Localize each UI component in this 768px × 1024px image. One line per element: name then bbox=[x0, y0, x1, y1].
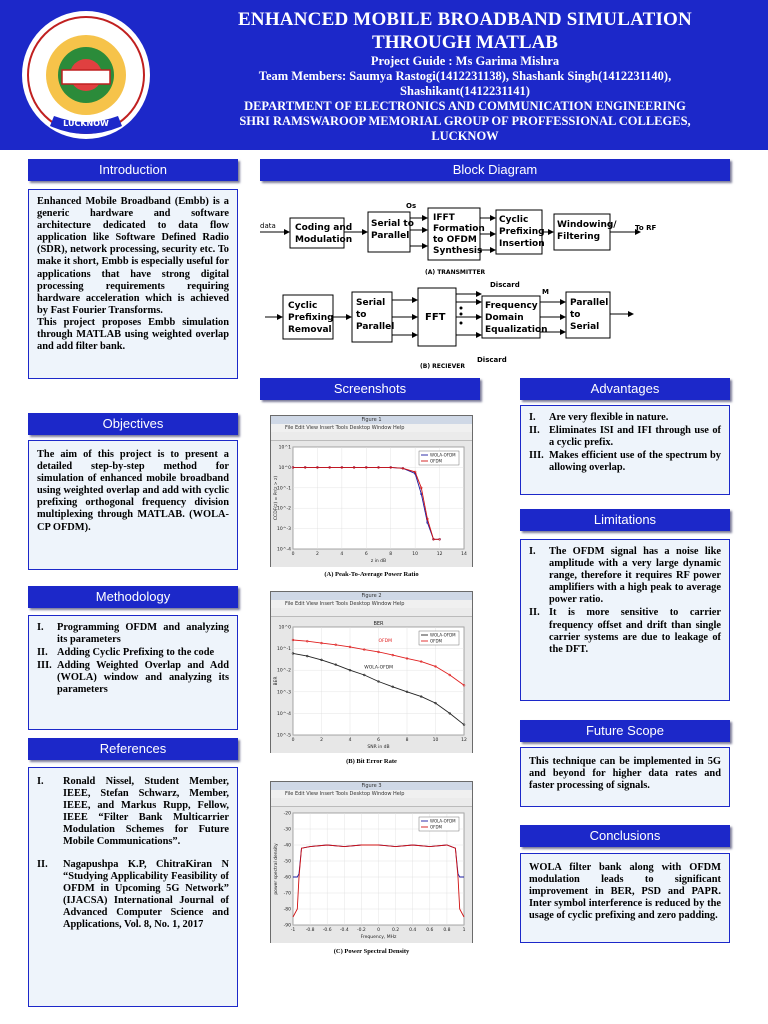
psd-chart bbox=[271, 807, 472, 943]
svg-text:to: to bbox=[570, 310, 581, 320]
y-tick-label: -50 bbox=[283, 859, 291, 865]
methodology-box bbox=[28, 615, 238, 730]
poster-title-line2: THROUGH MATLAB bbox=[372, 32, 558, 53]
x-tick-label: 4 bbox=[340, 552, 344, 557]
svg-text:Removal: Removal bbox=[288, 325, 332, 335]
y-tick-label: 10^-2 bbox=[277, 506, 291, 512]
chart-title: BER bbox=[373, 621, 384, 627]
y-tick-label: 10^1 bbox=[278, 445, 291, 451]
svg-text:Synthesis: Synthesis bbox=[433, 246, 483, 256]
svg-text:Serial: Serial bbox=[356, 298, 386, 308]
advantage-item: III. Makes efficient use of the spectrum by allowing overlap. bbox=[529, 450, 721, 474]
figure-1-toolbar bbox=[271, 432, 472, 441]
rx-discard-top: Discard bbox=[490, 281, 520, 289]
x-tick-label: 14 bbox=[461, 552, 467, 557]
limitations-box bbox=[520, 539, 730, 701]
figure-1-menubar: File Edit View Insert Tools Desktop Window Help bbox=[271, 424, 472, 432]
college-line2: LUCKNOW bbox=[431, 129, 499, 143]
svg-text:Prefixing: Prefixing bbox=[499, 227, 545, 237]
advantages-heading: Advantages bbox=[520, 378, 730, 400]
y-tick-label: 10^-1 bbox=[277, 647, 291, 653]
legend-label: OFDM bbox=[430, 824, 442, 830]
x-tick-label: -0.4 bbox=[339, 928, 349, 933]
svg-text:Windowing/: Windowing/ bbox=[557, 220, 617, 230]
introduction-paragraph-2: This project proposes Embb simulation through MATLAB using weighted overlap and add filter bank. bbox=[37, 316, 229, 353]
logo-lucknow-text: LUCKNOW bbox=[63, 119, 109, 128]
y-tick-label: -60 bbox=[283, 875, 291, 881]
y-tick-label: -70 bbox=[283, 891, 291, 897]
objectives-heading: Objectives bbox=[28, 413, 238, 435]
svg-text:Cyclic: Cyclic bbox=[499, 215, 529, 225]
methodology-item: III. Adding Weighted Overlap and Add (WOLA) window and analyzing its parameters bbox=[37, 660, 229, 696]
legend-label: WOLA-OFDM bbox=[430, 452, 456, 458]
figure-2-caption: (B) Bit Error Rate bbox=[346, 758, 397, 765]
x-tick-label: -1 bbox=[290, 928, 296, 933]
conclusions-heading: Conclusions bbox=[520, 825, 730, 847]
poster-header bbox=[0, 0, 768, 150]
rx-m-label: M bbox=[542, 288, 549, 296]
advantages-list bbox=[529, 412, 721, 474]
y-tick-label: -90 bbox=[283, 923, 291, 929]
series-annotation: OFDM bbox=[378, 639, 392, 645]
y-tick-label: 10^0 bbox=[278, 465, 291, 471]
figure-1-titlebar: Figure 1 bbox=[271, 416, 472, 424]
figure-window-1 bbox=[270, 415, 473, 567]
svg-text:Domain: Domain bbox=[485, 313, 524, 323]
reference-item: I. Ronald Nissel, Student Member, IEEE, Stefan Schwarz, Member, IEEE, and Markus Rupp, Fellow, IEEE “Filter Bank Multicarrier Modulation Schemes for Future Mobile Communications”. bbox=[37, 776, 229, 848]
introduction-paragraph-1: Enhanced Mobile Broadband (Embb) is a generic hardware and software architecture dedicated to data flow application like Software Defined Radio (SDR), network processing, security etc. To make it short, Embb is especially useful for applications that have strong digital processing requirements requiring hardware acceleration which is achieved by Fast Fourier Transforms. bbox=[37, 196, 229, 316]
y-tick-label: 10^-3 bbox=[277, 690, 291, 696]
figure-1-caption: (A) Peak-To-Average Power Ratio bbox=[324, 571, 419, 578]
x-axis-label: Frequency, MHz bbox=[360, 935, 397, 940]
y-tick-label: 10^-1 bbox=[277, 486, 291, 492]
future-scope-box bbox=[520, 747, 730, 807]
department: DEPARTMENT OF ELECTRONICS AND COMMUNICATION ENGINEERING bbox=[244, 99, 686, 113]
svg-text:Cyclic: Cyclic bbox=[288, 301, 318, 311]
y-tick-label: -80 bbox=[283, 907, 291, 913]
team-members-line1: Team Members: Saumya Rastogi(1412231138), Shashank Singh(1412231140), bbox=[258, 69, 672, 83]
legend-label: OFDM bbox=[430, 638, 442, 644]
college-logo bbox=[10, 8, 162, 142]
x-tick-label: 12 bbox=[436, 552, 443, 557]
y-tick-label: -30 bbox=[283, 827, 291, 833]
figure-3-toolbar bbox=[271, 798, 472, 807]
x-tick-label: 2 bbox=[315, 552, 319, 557]
y-tick-label: 10^-3 bbox=[277, 527, 291, 533]
svg-text:Coding and: Coding and bbox=[295, 223, 353, 233]
svg-text:Formation: Formation bbox=[433, 224, 485, 234]
conclusions-text: WOLA filter bank along with OFDM modulation leads to significant improvement in BER, PSD and PAPR. Inter symbol interference is reduced by the usage of cyclic prefixing and zero padding. bbox=[529, 862, 721, 922]
legend-label: OFDM bbox=[430, 458, 442, 464]
block-diagram-heading: Block Diagram bbox=[260, 159, 730, 181]
limitations-list bbox=[529, 546, 721, 656]
figure-2-titlebar: Figure 2 bbox=[271, 592, 472, 600]
transmitter-caption: (A) TRANSMITTER bbox=[425, 269, 486, 276]
x-tick-label: 6 bbox=[377, 738, 380, 743]
block-diagram bbox=[255, 190, 735, 370]
rx-discard-bottom: Discard bbox=[477, 356, 507, 364]
x-tick-label: 0 bbox=[291, 552, 295, 557]
x-tick-label: 0.2 bbox=[392, 928, 400, 933]
figure-3-titlebar: Figure 3 bbox=[271, 782, 472, 790]
references-list bbox=[37, 776, 229, 931]
x-tick-label: 8 bbox=[405, 738, 409, 743]
references-box bbox=[28, 767, 238, 1007]
objectives-text: The aim of this project is to present a detailed step-by-step method for simulation of enhanced mobile broadband using weighted overlap and add with cyclic prefixing orthogonal frequency division multiplexing through MATLAB. (WOLA- CP OFDM). bbox=[37, 449, 229, 533]
svg-text:FFT: FFT bbox=[425, 312, 446, 323]
x-tick-label: 10 bbox=[432, 738, 439, 743]
methodology-heading: Methodology bbox=[28, 586, 238, 608]
y-tick-label: 10^-4 bbox=[277, 711, 291, 717]
svg-text:Serial to: Serial to bbox=[371, 219, 414, 229]
tx-data-label: data bbox=[260, 222, 276, 230]
figure-3-menubar: File Edit View Insert Tools Desktop Window Help bbox=[271, 790, 472, 798]
x-tick-label: 12 bbox=[461, 738, 467, 743]
project-guide: Project Guide : Ms Garima Mishra bbox=[370, 54, 560, 68]
introduction-box bbox=[28, 189, 238, 379]
advantages-box bbox=[520, 405, 730, 495]
svg-text:Serial: Serial bbox=[570, 322, 600, 332]
poster-title-line1: ENHANCED MOBILE BROADBAND SIMULATION bbox=[238, 9, 692, 30]
x-tick-label: 1 bbox=[462, 928, 466, 933]
tx-to-rf-label: To RF bbox=[635, 224, 657, 232]
svg-text:Parallel: Parallel bbox=[570, 298, 609, 308]
introduction-heading: Introduction bbox=[28, 159, 238, 181]
y-tick-label: -20 bbox=[283, 811, 291, 817]
receiver-caption: (B) RECIEVER bbox=[420, 363, 465, 370]
legend-label: WOLA-OFDM bbox=[430, 818, 456, 824]
svg-text:Prefixing: Prefixing bbox=[288, 313, 334, 323]
svg-text:Modulation: Modulation bbox=[295, 235, 353, 245]
x-tick-label: 0 bbox=[291, 738, 295, 743]
limitations-heading: Limitations bbox=[520, 509, 730, 531]
x-axis-label: SNR in dB bbox=[367, 745, 390, 750]
x-tick-label: 6 bbox=[364, 552, 368, 557]
x-tick-label: 0 bbox=[377, 928, 380, 933]
svg-text:to OFDM: to OFDM bbox=[433, 235, 477, 245]
future-scope-heading: Future Scope bbox=[520, 720, 730, 742]
header-text-block bbox=[168, 8, 762, 144]
figure-3-caption: (C) Power Spectral Density bbox=[333, 948, 410, 955]
figure-2-toolbar bbox=[271, 608, 472, 617]
limitation-item: I. The OFDM signal has a noise like amplitude with a very large dynamic range, therefore it requires RF power amplifiers with a high peak to average power ratio. bbox=[529, 546, 721, 606]
x-axis-label: z in dB bbox=[370, 559, 387, 564]
x-tick-label: -0.6 bbox=[322, 928, 332, 933]
svg-text:Insertion: Insertion bbox=[499, 239, 545, 249]
tx-os-label: Os bbox=[406, 202, 417, 210]
svg-text:to: to bbox=[356, 310, 367, 320]
x-tick-label: 8 bbox=[389, 552, 393, 557]
figure-window-2 bbox=[270, 591, 473, 753]
x-tick-label: 0.8 bbox=[443, 928, 451, 933]
y-tick-label: 10^-5 bbox=[277, 733, 291, 739]
legend-label: WOLA-OFDM bbox=[430, 632, 456, 638]
future-scope-text: This technique can be implemented in 5G and beyond for higher data rates and faster processing of signals. bbox=[529, 756, 721, 792]
advantage-item: I. Are very flexible in nature. bbox=[529, 412, 669, 423]
references-heading: References bbox=[28, 738, 238, 760]
series-annotation: WOLA-OFDM bbox=[364, 665, 394, 671]
x-tick-label: -0.8 bbox=[305, 928, 315, 933]
y-axis-label: power spectral density bbox=[274, 843, 279, 895]
y-tick-label: -40 bbox=[283, 843, 291, 849]
figure-window-3 bbox=[270, 781, 473, 943]
papr-chart bbox=[271, 441, 472, 567]
svg-text:IFFT: IFFT bbox=[433, 213, 455, 223]
y-tick-label: 10^0 bbox=[278, 625, 291, 631]
svg-text:Equalization: Equalization bbox=[485, 325, 548, 335]
methodology-item: I. Programming OFDM and analyzing its parameters bbox=[37, 622, 229, 646]
advantage-item: II. Eliminates ISI and IFI through use of a cyclic prefix. bbox=[529, 425, 721, 449]
figure-2-menubar: File Edit View Insert Tools Desktop Window Help bbox=[271, 600, 472, 608]
y-tick-label: 10^-4 bbox=[277, 547, 291, 553]
svg-text:Filtering: Filtering bbox=[557, 232, 601, 242]
objectives-box bbox=[28, 440, 238, 570]
x-tick-label: 10 bbox=[412, 552, 419, 557]
limitation-item: II. It is more sensitive to carrier frequency offset and drift than single carrier systems are due to leakage of the DFT. bbox=[529, 607, 721, 655]
x-tick-label: -0.2 bbox=[357, 928, 366, 933]
college-line1: SHRI RAMSWAROOP MEMORIAL GROUP OF PROFFESSIONAL COLLEGES, bbox=[239, 114, 691, 128]
x-tick-label: 0.4 bbox=[409, 928, 417, 933]
reference-item: II. Nagapushpa K.P, ChitraKiran N “Studying Applicability Feasibility of OFDM in Upcoming 5G Network” (IJACSA) International Journal of Advanced Computer Science and Applications, Vol. 8, No. 1, 2017 bbox=[37, 858, 229, 931]
y-axis-label: CCDF(z) = Pr(z > z) bbox=[274, 475, 279, 521]
x-tick-label: 2 bbox=[320, 738, 323, 743]
x-tick-label: 0.6 bbox=[426, 928, 434, 933]
x-tick-label: 4 bbox=[348, 738, 352, 743]
screenshots-heading: Screenshots bbox=[260, 378, 480, 400]
conclusions-box bbox=[520, 853, 730, 943]
ber-chart bbox=[271, 617, 472, 753]
team-members-line2: Shashikant(1412231141) bbox=[400, 84, 530, 98]
svg-text:Frequency: Frequency bbox=[485, 301, 538, 311]
methodology-item: II. Adding Cyclic Prefixing to the code bbox=[37, 647, 215, 659]
y-axis-label: BER bbox=[274, 676, 279, 686]
svg-text:Parallel: Parallel bbox=[356, 322, 395, 332]
y-tick-label: 10^-2 bbox=[277, 668, 291, 674]
methodology-list bbox=[37, 622, 229, 697]
svg-text:Parallel: Parallel bbox=[371, 231, 410, 241]
